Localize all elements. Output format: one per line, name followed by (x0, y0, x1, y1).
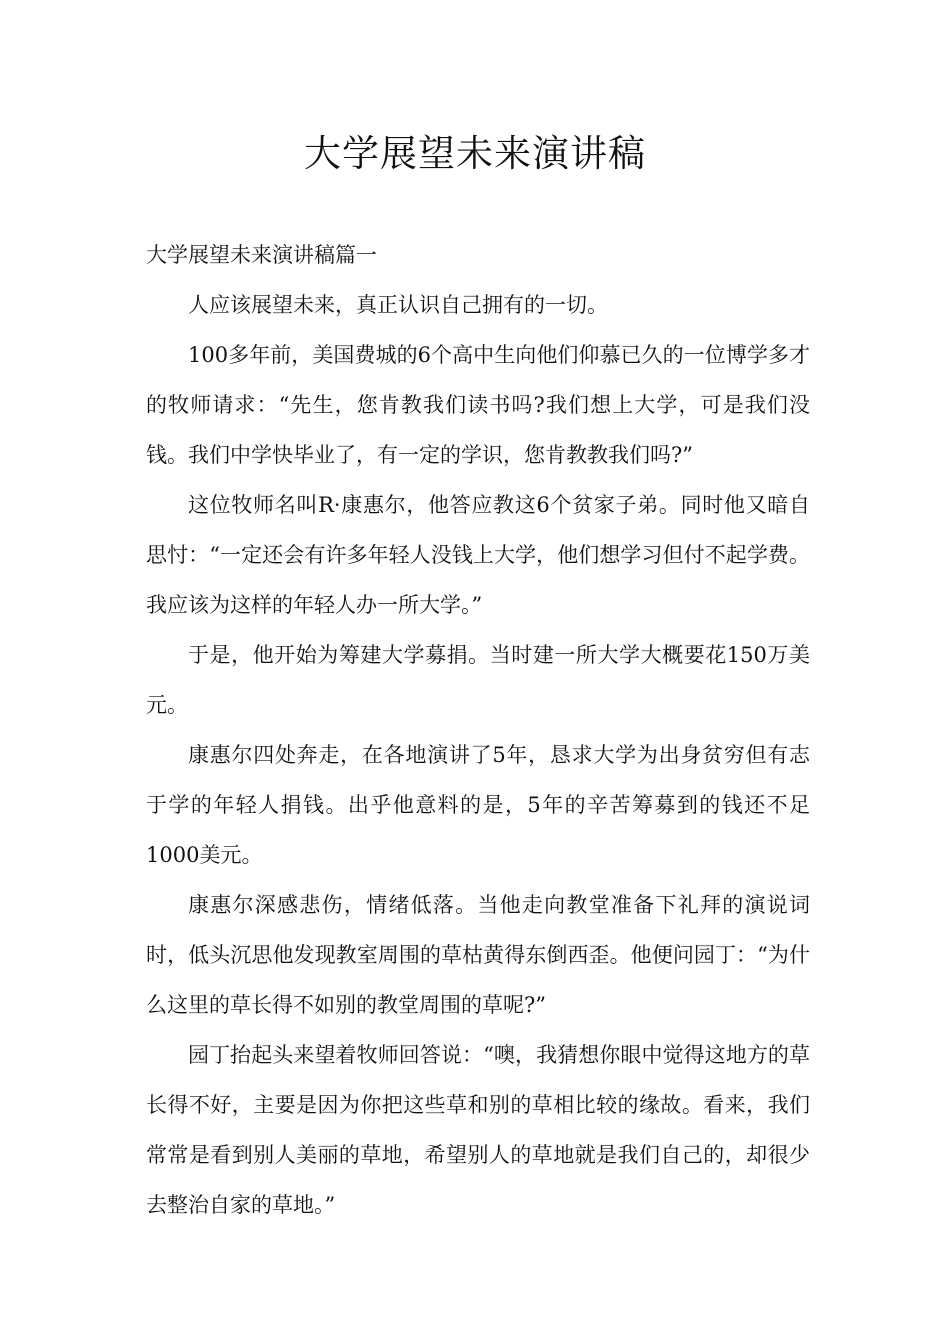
paragraph-3: 这位牧师名叫R·康惠尔，他答应教这6个贫家子弟。同时他又暗自思忖：“一定还会有许多年轻人没钱上大学，他们想学习但付不起学费。我应该为这样的年轻人办一所大学。” (146, 493, 810, 617)
paragraph-5: 康惠尔四处奔走，在各地演讲了5年，恳求大学为出身贫穷但有志于学的年轻人捐钱。出乎他意料的是，5年的辛苦筹募到的钱还不足1000美元。 (146, 743, 810, 867)
paragraph-4: 于是，他开始为筹建大学募捐。当时建一所大学大概要花150万美元。 (146, 643, 810, 717)
paragraph-6: 康惠尔深感悲伤，情绪低落。当他走向教堂准备下礼拜的演说词时，低头沉思他发现教室周围的草枯黄得东倒西歪。他便问园丁：“为什么这里的草长得不如别的教堂周围的草呢?” (146, 893, 810, 1017)
paragraph-1: 人应该展望未来，真正认识自己拥有的一切。 (188, 293, 608, 317)
paragraph-7: 园丁抬起头来望着牧师回答说：“噢，我猜想你眼中觉得这地方的草长得不好，主要是因为你把这些草和别的草相比较的缘故。看来，我们常常是看到别人美丽的草地，希望别人的草地就是我们自己的，却很少去整治自家的草地。” (146, 1043, 810, 1217)
section-heading: 大学展望未来演讲稿篇一 (146, 243, 377, 267)
paragraph-2: 100多年前，美国费城的6个高中生向他们仰慕已久的一位博学多才的牧师请求：“先生，您肯教我们读书吗?我们想上大学，可是我们没钱。我们中学快毕业了，有一定的学识，您肯教教我们吗?” (146, 343, 810, 467)
document-body (146, 230, 810, 1230)
document-title: 大学展望未来演讲稿 (304, 132, 646, 175)
